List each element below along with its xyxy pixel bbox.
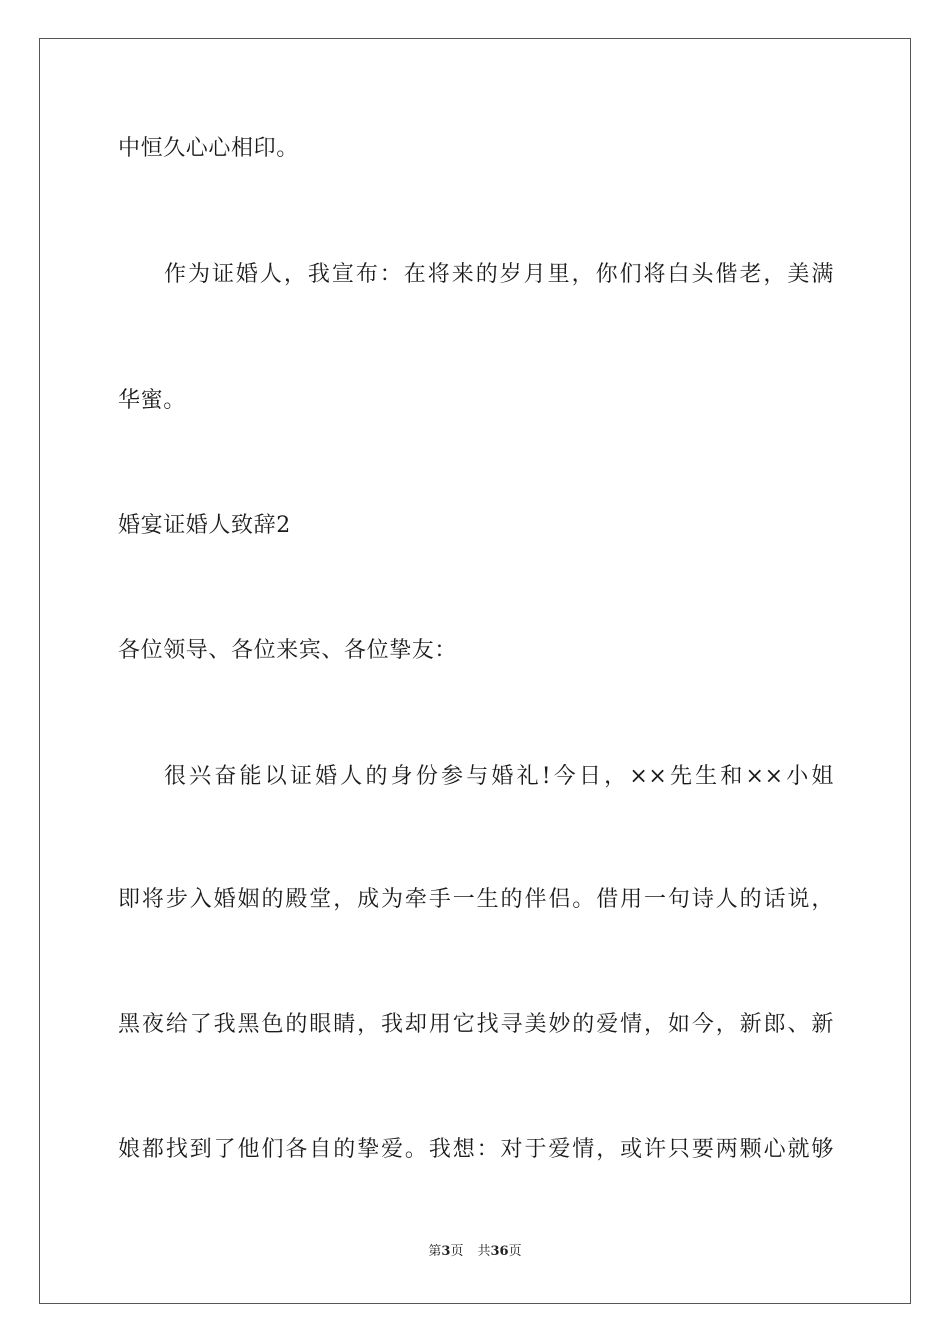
page-prefix: 第 [428,1244,442,1259]
page-number: 3 [441,1244,451,1259]
body-line: 各位领导、各位来宾、各位挚友： [118,638,458,663]
body-line: 很兴奋能以证婚人的身份参与婚礼!今日，××先生和××小姐 [164,764,834,789]
body-line: 娘都找到了他们各自的挚爱。我想：对于爱情，或许只要两颗心就够 [118,1137,834,1162]
body-line: 作为证婚人，我宣布：在将来的岁月里，你们将白头偕老，美满 [164,262,834,287]
page-suffix: 页 [450,1244,464,1259]
body-line: 黑夜给了我黑色的眼睛，我却用它找寻美妙的爱情，如今，新郎、新 [118,1012,834,1037]
page-footer [0,1243,950,1261]
page-frame [39,38,911,1304]
total-suffix: 页 [508,1244,522,1259]
total-pages: 36 [490,1244,509,1259]
total-prefix: 共 [477,1244,491,1259]
body-line: 中恒久心心相印。 [118,136,299,161]
body-line: 即将步入婚姻的殿堂，成为牵手一生的伴侣。借用一句诗人的话说， [118,887,834,912]
body-line: 华蜜。 [118,388,186,413]
section-heading: 婚宴证婚人致辞2 [118,513,291,538]
